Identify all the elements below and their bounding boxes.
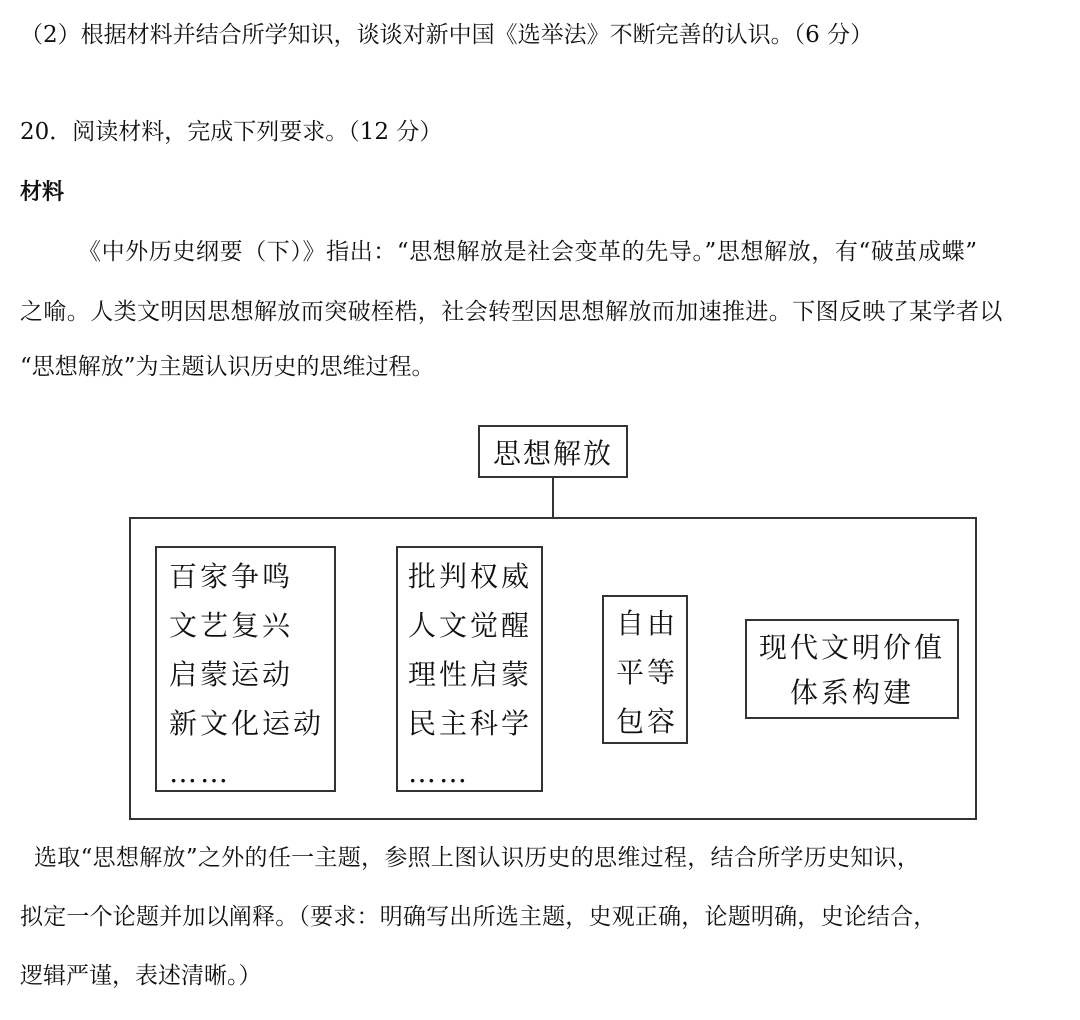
diagram-item: 人文觉醒 [408,609,533,642]
question-20-heading: 20．阅读材料，完成下列要求。（12 分） [20,119,443,145]
diagram-item: 百家争鸣 [169,560,294,593]
diagram-item: 批判权威 [408,560,533,593]
diagram-item: 自由 [616,607,679,640]
diagram-item-ellipsis: …… [408,756,470,789]
material-line-3: “思想解放”为主题认识历史的思维过程。 [20,354,435,380]
task-line-1: 选取“思想解放”之外的任一主题，参照上图认识历史的思维过程，结合所学历史知识， [34,845,921,871]
diagram-item: 平等 [616,656,679,689]
diagram-item: 启蒙运动 [169,658,294,691]
question-2-text: （2）根据材料并结合所学知识，谈谈对新中国《选举法》不断完善的认识。（6 分） [20,22,874,48]
diagram-item: 文艺复兴 [169,609,294,642]
task-line-2: 拟定一个论题并加以阐释。（要求：明确写出所选主题，史观正确，论题明确，史论结合， [20,904,937,930]
diagram-box-result [745,619,959,719]
task-line-3: 逻辑严谨，表述清晰。） [20,963,262,989]
diagram-title-box [478,425,628,478]
material-label: 材料 [20,180,65,205]
diagram-item-ellipsis: …… [169,756,231,789]
material-line-1: 《中外历史纲要（下）》指出：“思想解放是社会变革的先导。”思想解放，有“破茧成蝶” [78,239,978,265]
diagram-item: 体系构建 [789,676,914,709]
material-line-2: 之喻。人类文明因思想解放而突破桎梏，社会转型因思想解放而加速推进。下图反映了某学者以 [20,299,1003,325]
diagram-item: 现代文明价值 [758,631,945,664]
diagram-item: 民主科学 [408,707,533,740]
diagram-item: 新文化运动 [169,707,325,740]
diagram-box-movements [155,546,336,792]
diagram-title: 思想解放 [492,436,613,470]
diagram-item: 包容 [616,705,679,738]
diagram-box-ideas [396,546,543,792]
diagram-item: 理性启蒙 [408,658,533,691]
diagram-box-values [602,595,688,744]
